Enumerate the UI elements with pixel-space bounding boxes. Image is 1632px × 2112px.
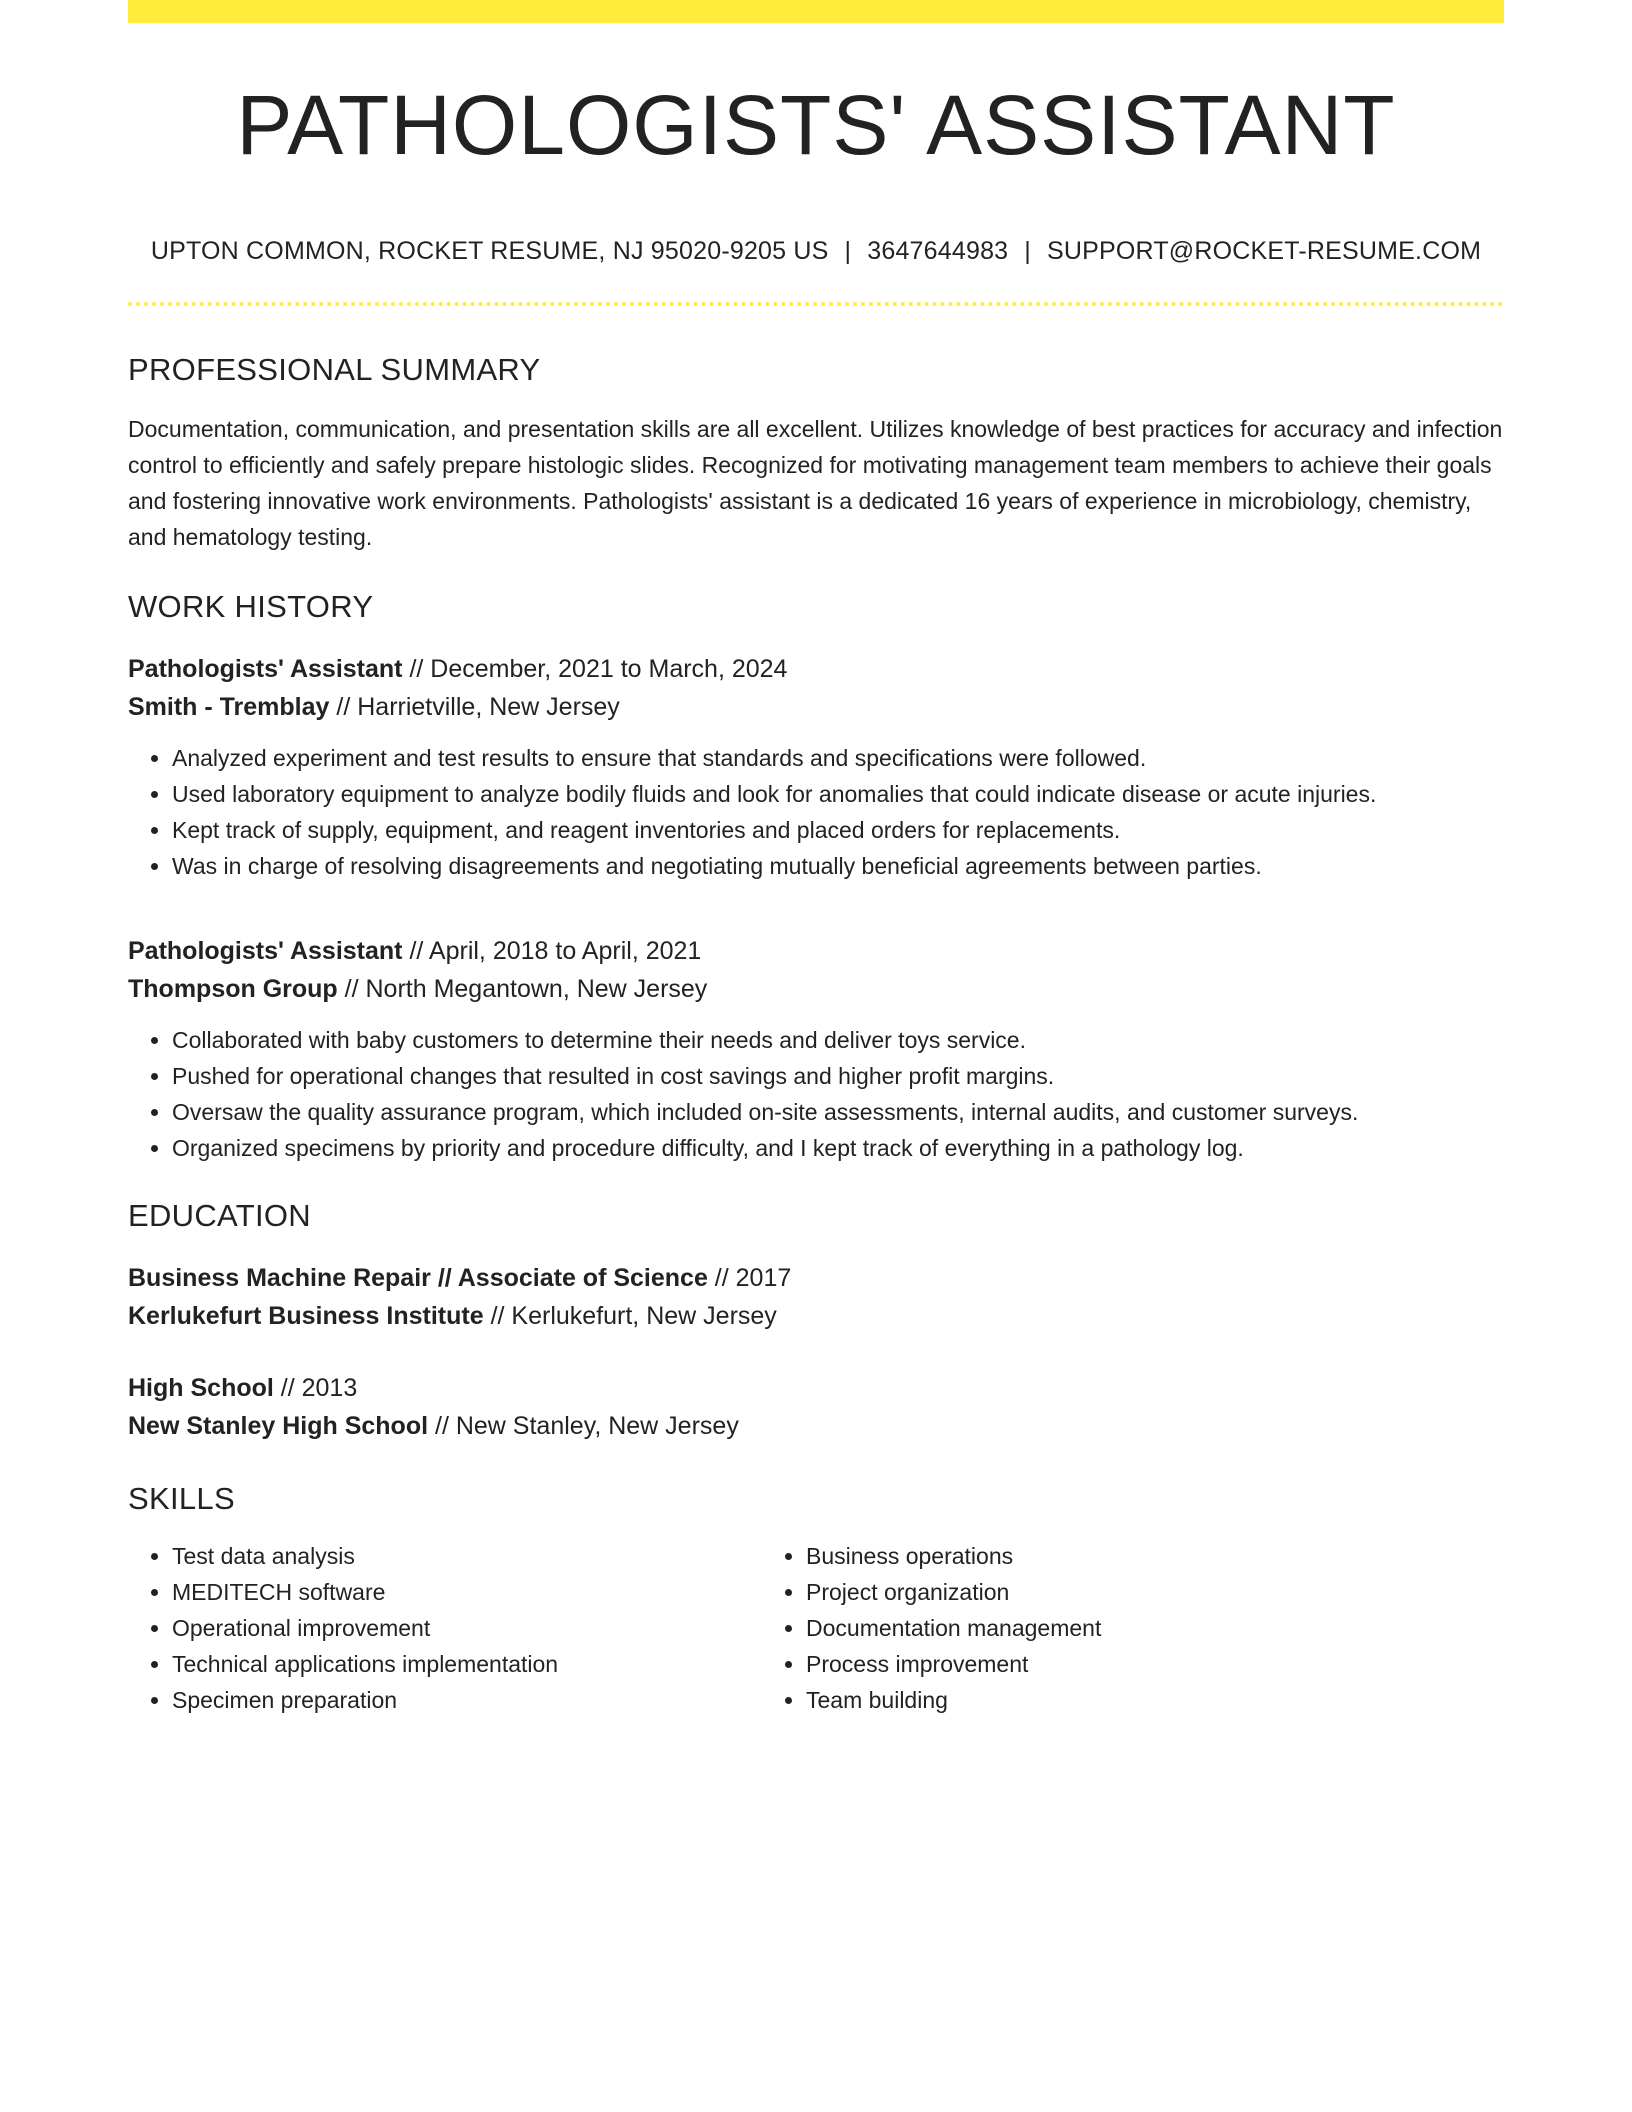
education-year: // 2017 bbox=[707, 1264, 792, 1292]
education-degree: High School bbox=[128, 1374, 274, 1402]
contact-phone: 3647644983 bbox=[867, 237, 1009, 265]
skill-item: • Technical applications implementation bbox=[172, 1646, 762, 1682]
job-bullet: • Pushed for operational changes that resulted in cost savings and higher profit margins. bbox=[172, 1058, 1504, 1094]
education-degree: Business Machine Repair // Associate of Science bbox=[128, 1264, 708, 1292]
job-bullet: • Was in charge of resolving disagreements and negotiating mutually beneficial agreements between parties. bbox=[172, 848, 1504, 884]
education-school: Kerlukefurt Business Institute bbox=[128, 1302, 484, 1330]
skill-item: • Team building bbox=[806, 1682, 1504, 1718]
dotted-divider bbox=[128, 302, 1504, 306]
job-bullet: • Organized specimens by priority and procedure difficulty, and I kept track of everything in a pathology log. bbox=[172, 1130, 1504, 1166]
skill-item: • Test data analysis bbox=[172, 1538, 762, 1574]
job-dates: // April, 2018 to April, 2021 bbox=[402, 937, 702, 965]
job-bullets bbox=[128, 1022, 1504, 1166]
job-role: Pathologists' Assistant bbox=[128, 937, 403, 965]
contact-email: SUPPORT@ROCKET-RESUME.COM bbox=[1047, 237, 1482, 265]
job-location: // Harrietville, New Jersey bbox=[329, 693, 620, 721]
job-entry bbox=[128, 650, 1504, 884]
education-degree-line bbox=[128, 1259, 1504, 1297]
education-school-line bbox=[128, 1297, 1504, 1335]
education-degree-line bbox=[128, 1369, 1504, 1407]
job-company: Smith - Tremblay bbox=[128, 693, 330, 721]
section-title-work-history: WORK HISTORY bbox=[128, 589, 374, 624]
contact-separator: | bbox=[844, 237, 852, 265]
skill-item: • Business operations bbox=[806, 1538, 1504, 1574]
job-bullet: • Oversaw the quality assurance program, which included on-site assessments, internal audits, and customer surveys. bbox=[172, 1094, 1504, 1130]
job-dates: // December, 2021 to March, 2024 bbox=[402, 655, 788, 683]
job-entry bbox=[128, 932, 1504, 1166]
education-location: // Kerlukefurt, New Jersey bbox=[483, 1302, 777, 1330]
skills-list-left bbox=[128, 1538, 762, 1718]
education-school-line bbox=[128, 1407, 1504, 1445]
summary-text: Documentation, communication, and presentation skills are all excellent. Utilizes knowledge of best practices for accuracy and infection control to efficiently and safely prepare histologic slides. Recognized for motivating management team members to achieve their goals and fostering innovative work environments. Pathologists' assistant is a dedicated 16 years of experience in microbiology, chemistry, and hematology testing. bbox=[128, 416, 1503, 550]
skill-item: • Documentation management bbox=[806, 1610, 1504, 1646]
contact-line bbox=[128, 239, 1504, 264]
job-bullet: • Analyzed experiment and test results to ensure that standards and specifications were followed. bbox=[172, 740, 1504, 776]
job-role: Pathologists' Assistant bbox=[128, 655, 403, 683]
job-bullet: • Collaborated with baby customers to determine their needs and deliver toys service. bbox=[172, 1022, 1504, 1058]
job-company-line bbox=[128, 688, 1504, 726]
skill-item: • Process improvement bbox=[806, 1646, 1504, 1682]
contact-separator: | bbox=[1024, 237, 1031, 265]
job-role-line bbox=[128, 932, 1504, 970]
skill-item: • MEDITECH software bbox=[172, 1574, 762, 1610]
education-entry bbox=[128, 1259, 1504, 1335]
job-company-line bbox=[128, 970, 1504, 1008]
resume-page bbox=[128, 0, 1504, 1718]
education-location: // New Stanley, New Jersey bbox=[428, 1412, 739, 1440]
contact-address: UPTON COMMON, ROCKET RESUME, NJ 95020-9205 US bbox=[150, 237, 829, 265]
job-location: // North Megantown, New Jersey bbox=[337, 975, 708, 1003]
job-bullet: • Kept track of supply, equipment, and reagent inventories and placed orders for replacements. bbox=[172, 812, 1504, 848]
skill-item: • Project organization bbox=[806, 1574, 1504, 1610]
section-title-education: EDUCATION bbox=[128, 1198, 311, 1233]
education-school: New Stanley High School bbox=[128, 1412, 429, 1440]
job-company: Thompson Group bbox=[128, 975, 338, 1003]
accent-top-bar bbox=[128, 0, 1504, 23]
education-year: // 2013 bbox=[273, 1374, 358, 1402]
skills-list-right bbox=[762, 1538, 1504, 1718]
skill-item: • Specimen preparation bbox=[172, 1682, 762, 1718]
section-title-skills: SKILLS bbox=[128, 1481, 235, 1516]
skills-columns bbox=[128, 1538, 1504, 1718]
section-title-summary: PROFESSIONAL SUMMARY bbox=[128, 352, 541, 387]
job-bullet: • Used laboratory equipment to analyze bodily fluids and look for anomalies that could indicate disease or acute injuries. bbox=[172, 776, 1504, 812]
skill-item: • Operational improvement bbox=[172, 1610, 762, 1646]
job-bullets bbox=[128, 740, 1504, 884]
candidate-name: PATHOLOGISTS' ASSISTANT bbox=[236, 78, 1396, 172]
education-entry bbox=[128, 1369, 1504, 1445]
job-role-line bbox=[128, 650, 1504, 688]
